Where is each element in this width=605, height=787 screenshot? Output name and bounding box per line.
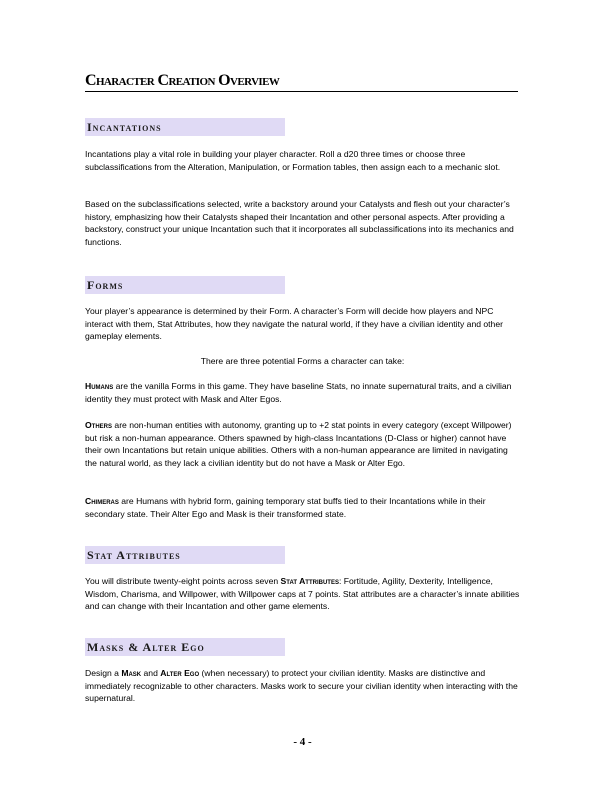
forms-intro: There are three potential Forms a character can take: — [200, 356, 405, 366]
masks-text-b: and — [141, 668, 161, 678]
forms-paragraph-1: Your player’s appearance is determined by their Form. A character’s Form will decide how players and NPC interact with them, Stat Attributes, how they navigate the natural world, if they have a civilian identity and other gameplay elements. — [85, 306, 503, 341]
masks-text-c: (when necessary) to protect your civilian identity. Masks are distinctive and immediately recognizable to other characters. Masks work to secure your civilian identity when interacting with the supernatural. — [85, 668, 518, 703]
masks-text-a: Design a — [85, 668, 122, 678]
stat-attributes-paragraph — [85, 575, 520, 613]
term-humans: Humans — [85, 381, 114, 391]
forms-chimeras-paragraph — [85, 495, 520, 520]
forms-humans-paragraph — [85, 380, 520, 405]
section-heading-stat-attributes: Stat Attributes — [85, 546, 285, 564]
incantations-paragraph-1: Incantations play a vital role in building your player character. Roll a d20 three times or choose three subclassifications from the Alteration, Manipulation, or Formation tables, then assign each to a mechanic slot. — [85, 149, 501, 172]
incantations-paragraph-2: Based on the subclassifications selected, write a backstory around your Catalysts and flesh out your character’s history, emphasizing how their Catalysts shaped their Incantation and other personal aspects. After providing a backstory, construct your unique Incantation such that it incorporates all subclassifications into its mechanics and functions. — [85, 199, 514, 247]
term-chimeras: Chimeras — [85, 496, 119, 506]
stats-text-a: You will distribute twenty-eight points across seven — [85, 576, 281, 586]
term-stat-attributes: Stat Attributes — [280, 576, 339, 586]
chimeras-description: are Humans with hybrid form, gaining temporary stat buffs tied to their Incantations while in their secondary state. Their Alter Ego and Mask is their transformed state. — [85, 496, 486, 519]
section-heading-masks: Masks & Alter Ego — [85, 638, 285, 656]
page-title: Character Creation Overview — [85, 72, 518, 92]
others-description: are non-human entities with autonomy, granting up to +2 stat points in every category (except Willpower) but risk a non-human appearance. Others spawned by high-class Incantations (D-Class or higher) cannot have their own Incantations but retain unique abilities. Others with a non-human appearance are limited in navigating the natural world, as they lack a civilian identity but do not have a Mask or Alter Ego. — [85, 420, 512, 468]
humans-description: are the vanilla Forms in this game. They have baseline Stats, no innate supernatural traits, and a civilian identity they must protect with Mask and Alter Egos. — [85, 381, 512, 404]
section-heading-forms: Forms — [85, 276, 285, 294]
term-alter-ego: Alter Ego — [160, 668, 200, 678]
term-mask: Mask — [121, 668, 142, 678]
page-number: - 4 - — [293, 736, 312, 748]
term-others: Others — [85, 420, 113, 430]
masks-paragraph — [85, 667, 520, 705]
stats-text-b: : Fortitude, Agility, Dexterity, Intelligence, Wisdom, Charisma, and Willpower, with Willpower caps at 7 points. Stat attributes are a character’s innate abilities and can change with their Incantation and other game elements. — [85, 576, 520, 611]
forms-others-paragraph — [85, 419, 520, 469]
section-heading-incantations: Incantations — [85, 118, 285, 136]
